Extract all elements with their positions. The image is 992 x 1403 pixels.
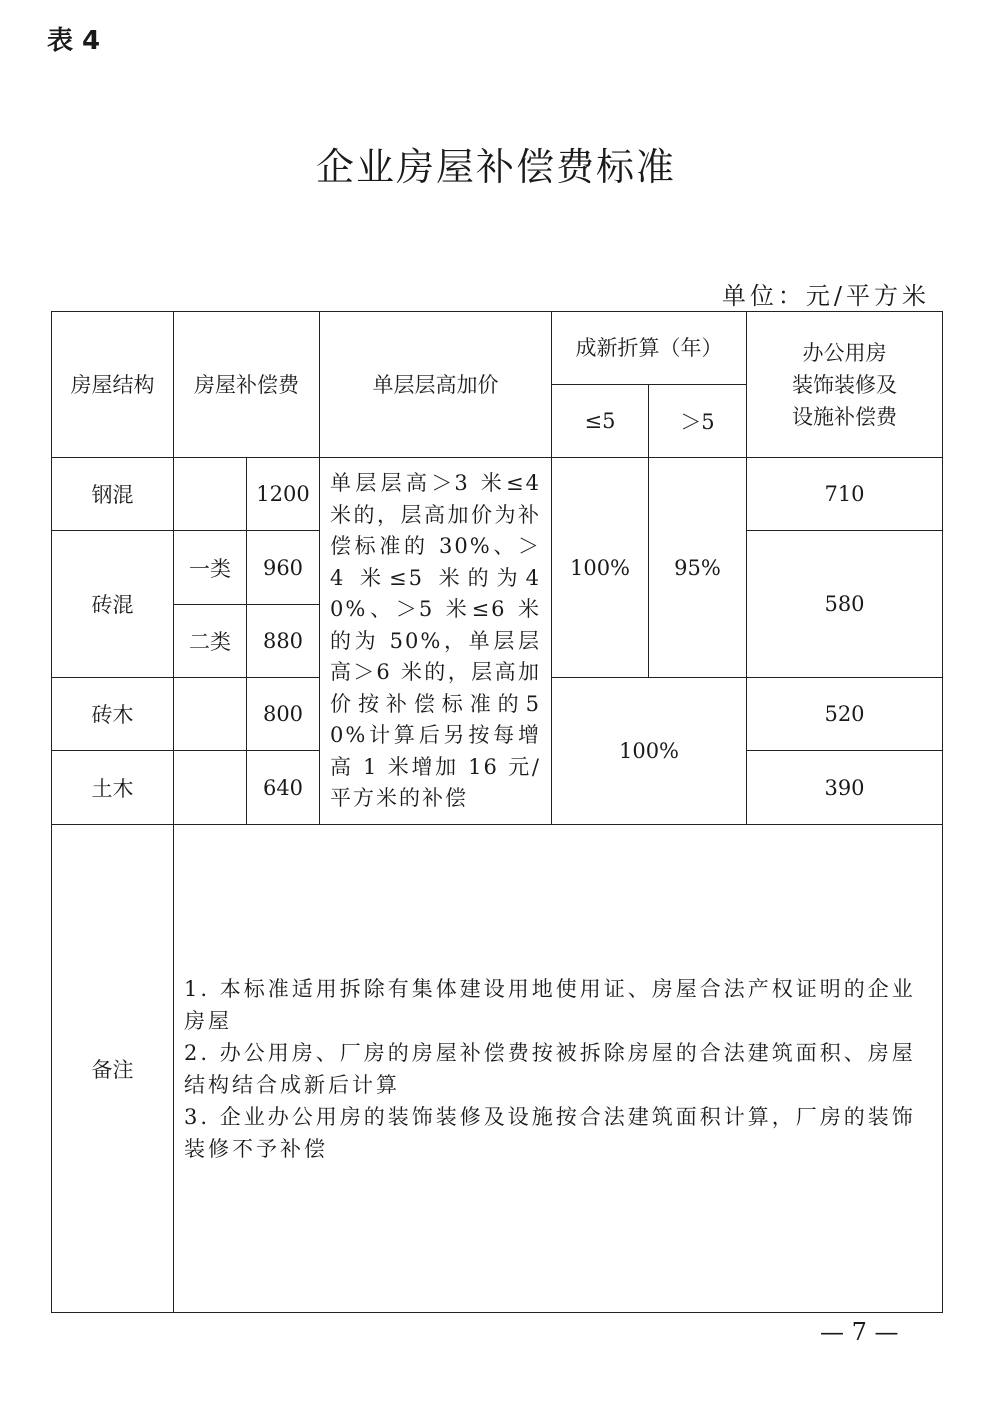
- office-zhuanhun: 580: [747, 531, 943, 678]
- depreciation-upper-gt5: 95%: [649, 458, 747, 678]
- note-item: 1. 本标准适用拆除有集体建设用地使用证、房屋合法产权证明的企业房屋: [184, 976, 916, 1033]
- value-tumu: 640: [247, 751, 320, 825]
- subtype-empty: [174, 751, 247, 825]
- structure-tumu: 土木: [52, 751, 174, 825]
- value-gangh: 1200: [247, 458, 320, 531]
- header-compensation: 房屋补偿费: [174, 312, 320, 458]
- subtype-empty: [174, 678, 247, 751]
- notes-content: [174, 825, 943, 1313]
- depreciation-lower: 100%: [552, 678, 747, 825]
- page-number: — 7 —: [820, 1318, 899, 1346]
- note-item: 2. 办公用房、厂房的房屋补偿费按被拆除房屋的合法建筑面积、房屋结构结合成新后计算: [184, 1040, 916, 1097]
- header-structure: 房屋结构: [52, 312, 174, 458]
- compensation-table: [51, 311, 943, 1313]
- header-lte5: ≤5: [552, 385, 649, 458]
- structure-zhuanhun: 砖混: [52, 531, 174, 678]
- header-depreciation: 成新折算（年）: [552, 312, 747, 385]
- subtype-class2: 二类: [174, 605, 247, 678]
- value-zhuanhun-class2: 880: [247, 605, 320, 678]
- table-label: 表 4: [47, 26, 101, 56]
- office-gangh: 710: [747, 458, 943, 531]
- value-zhuanmu: 800: [247, 678, 320, 751]
- notes-label: 备注: [52, 825, 174, 1313]
- note-item: 3. 企业办公用房的装饰装修及设施按合法建筑面积计算，厂房的装饰装修不予补偿: [184, 1104, 916, 1161]
- header-office-line1: 办公用房: [802, 340, 887, 365]
- header-height-premium: 单层层高加价: [320, 312, 552, 458]
- header-office-line2: 装饰装修及: [792, 372, 897, 397]
- header-office-decoration: [747, 312, 943, 458]
- height-premium-description: 单层层高＞3 米≤4米的，层高加价为补偿标准的 30%、＞4 米≤5 米的为40%、＞5 米≤6 米的为 50%，单层层高＞6 米的，层高加价按补偿标准的50%计算后另按每增高 1 米增加 16 元/平方米的补偿: [320, 458, 552, 825]
- header-office-line3: 设施补偿费: [792, 404, 897, 429]
- office-tumu: 390: [747, 751, 943, 825]
- document-title: 企业房屋补偿费标准: [315, 145, 676, 189]
- depreciation-upper-lte5: 100%: [552, 458, 649, 678]
- office-zhuanmu: 520: [747, 678, 943, 751]
- structure-gangh: 钢混: [52, 458, 174, 531]
- subtype-class1: 一类: [174, 531, 247, 605]
- value-zhuanhun-class1: 960: [247, 531, 320, 605]
- structure-zhuanmu: 砖木: [52, 678, 174, 751]
- header-gt5: ＞5: [649, 385, 747, 458]
- unit-label: 单位：元/平方米: [721, 282, 930, 310]
- subtype-empty: [174, 458, 247, 531]
